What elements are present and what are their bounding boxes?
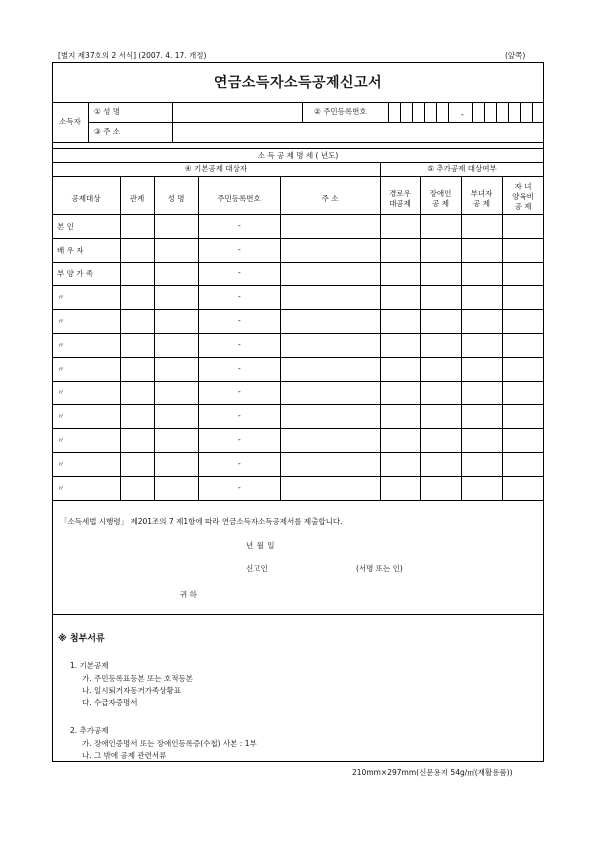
row-id-dash: - bbox=[238, 268, 241, 278]
declaration-text: 「소득세법 시행령」 제201조의 7 제1항에 따라 연금소득자소득공제서를 제출합니다. bbox=[60, 517, 343, 526]
col-elderly-line1: 경로우 bbox=[389, 189, 411, 198]
col-child-line1: 자 녀 bbox=[514, 182, 532, 191]
id-dash: - bbox=[461, 110, 464, 119]
deduction-details-heading: 소 득 공 제 명 세 ( 년도) bbox=[257, 151, 339, 160]
id-cell-divider bbox=[508, 102, 509, 122]
col-female-head bbox=[461, 189, 502, 209]
row-target: 배 우 자 bbox=[57, 245, 84, 255]
id-cell-divider bbox=[448, 102, 449, 122]
attachments-group2-title: 2. 추가공제 bbox=[70, 726, 109, 735]
form-title: 연금소득자소득공제신고서 bbox=[213, 75, 383, 91]
row-target: 본 인 bbox=[57, 221, 74, 231]
row-id-dash: - bbox=[238, 482, 241, 492]
table-row[interactable] bbox=[52, 428, 544, 452]
attachment-item: 다. 수급자증명서 bbox=[82, 698, 138, 707]
address-field[interactable] bbox=[173, 123, 543, 141]
table-row[interactable] bbox=[52, 476, 544, 500]
row-id-dash: - bbox=[238, 339, 241, 349]
id-cell-divider bbox=[400, 102, 401, 122]
id-cell-divider bbox=[532, 102, 533, 122]
additional-deduction-heading: ⑤ 추가공제 대상여부 bbox=[427, 164, 497, 173]
row-id-dash: - bbox=[238, 363, 241, 373]
col-disabled-line2: 공 제 bbox=[432, 199, 449, 208]
table-row[interactable] bbox=[52, 238, 544, 262]
table-row[interactable] bbox=[52, 381, 544, 405]
id-cell-divider bbox=[412, 102, 413, 122]
col-disabled bbox=[420, 189, 461, 209]
row-target: 〃 bbox=[57, 412, 65, 422]
row-target: 〃 bbox=[57, 436, 65, 446]
table-row[interactable] bbox=[52, 452, 544, 476]
table-row[interactable] bbox=[52, 285, 544, 309]
col-elderly bbox=[380, 189, 420, 209]
attachment-item: 나. 그 밖에 공제 관련서류 bbox=[82, 751, 167, 760]
col-address: 주 소 bbox=[321, 194, 339, 203]
table-row[interactable] bbox=[52, 214, 544, 238]
row-target: 〃 bbox=[57, 483, 65, 493]
row-target: 부 양 가 족 bbox=[57, 269, 94, 279]
row-target: 〃 bbox=[57, 388, 65, 398]
col-child-line2: 양육비 bbox=[512, 192, 534, 201]
col-relation: 관계 bbox=[129, 194, 145, 203]
row-divider bbox=[52, 500, 544, 501]
declaration-date[interactable]: 년 월 일 bbox=[246, 541, 275, 550]
table-row[interactable] bbox=[52, 404, 544, 428]
row-id-dash: - bbox=[238, 435, 241, 445]
row-id-dash: - bbox=[238, 411, 241, 421]
row-id-dash: - bbox=[238, 220, 241, 230]
row-id-dash: - bbox=[238, 387, 241, 397]
name-label: ① 성 명 bbox=[94, 107, 120, 116]
earner-label: 소득자 bbox=[59, 117, 81, 126]
applicant-label: 신고인 bbox=[246, 564, 268, 573]
id-cell-divider bbox=[484, 102, 485, 122]
paper-spec: 210mm×297mm(신문용지 54g/㎡(재활용품)) bbox=[352, 768, 513, 777]
signature-label[interactable]: (서명 또는 인) bbox=[356, 564, 403, 573]
attachment-item: 가. 주민등록표등본 또는 호적등본 bbox=[82, 674, 193, 683]
col-target: 공제대상 bbox=[71, 194, 101, 203]
id-cell-divider bbox=[496, 102, 497, 122]
id-cell-divider bbox=[520, 102, 521, 122]
row-target: 〃 bbox=[57, 364, 65, 374]
table-row[interactable] bbox=[52, 333, 544, 357]
col-child bbox=[502, 182, 544, 212]
attachment-item: 가. 장애인증명서 또는 장애인등록증(수첩) 사본 : 1부 bbox=[82, 739, 257, 748]
basic-deduction-heading: ④ 기본공제 대상자 bbox=[184, 164, 248, 173]
col-female-head-line2: 공 제 bbox=[473, 199, 490, 208]
row-id-dash: - bbox=[238, 458, 241, 468]
attachments-group1-title: 1. 기본공제 bbox=[70, 661, 109, 670]
id-number-label: ② 주민등록번호 bbox=[314, 107, 367, 116]
row-target: 〃 bbox=[57, 293, 65, 303]
col-id-number: 주민등록번호 bbox=[217, 194, 261, 203]
table-row[interactable] bbox=[52, 262, 544, 286]
attachment-item: 나. 일시퇴거자동거가족상황표 bbox=[82, 686, 181, 695]
table-row[interactable] bbox=[52, 309, 544, 333]
addressee-label: 귀 하 bbox=[180, 590, 197, 599]
form-reference: [별지 제37호의 2 서식] (2007. 4. 17. 개정) bbox=[58, 51, 207, 60]
col-child-line3: 공 제 bbox=[514, 202, 532, 211]
row-id-dash: - bbox=[238, 316, 241, 326]
table-row[interactable] bbox=[52, 357, 544, 381]
col-name: 성 명 bbox=[167, 194, 185, 203]
row-target: 〃 bbox=[57, 340, 65, 350]
col-disabled-line1: 장애인 bbox=[429, 189, 452, 198]
address-label: ③ 주 소 bbox=[94, 127, 120, 136]
col-elderly-line2: 대공제 bbox=[389, 199, 411, 208]
page-side-label: (앞쪽) bbox=[505, 51, 526, 60]
id-cell-divider bbox=[436, 102, 437, 122]
name-field[interactable] bbox=[173, 103, 301, 121]
id-cell-divider bbox=[472, 102, 473, 122]
id-cell-divider bbox=[424, 102, 425, 122]
row-target: 〃 bbox=[57, 317, 65, 327]
attachments-heading: ※ 첨부서류 bbox=[58, 634, 105, 644]
row-id-dash: - bbox=[238, 244, 241, 254]
row-id-dash: - bbox=[238, 292, 241, 302]
col-female-head-line1: 부녀자 bbox=[470, 189, 493, 198]
row-target: 〃 bbox=[57, 459, 65, 469]
